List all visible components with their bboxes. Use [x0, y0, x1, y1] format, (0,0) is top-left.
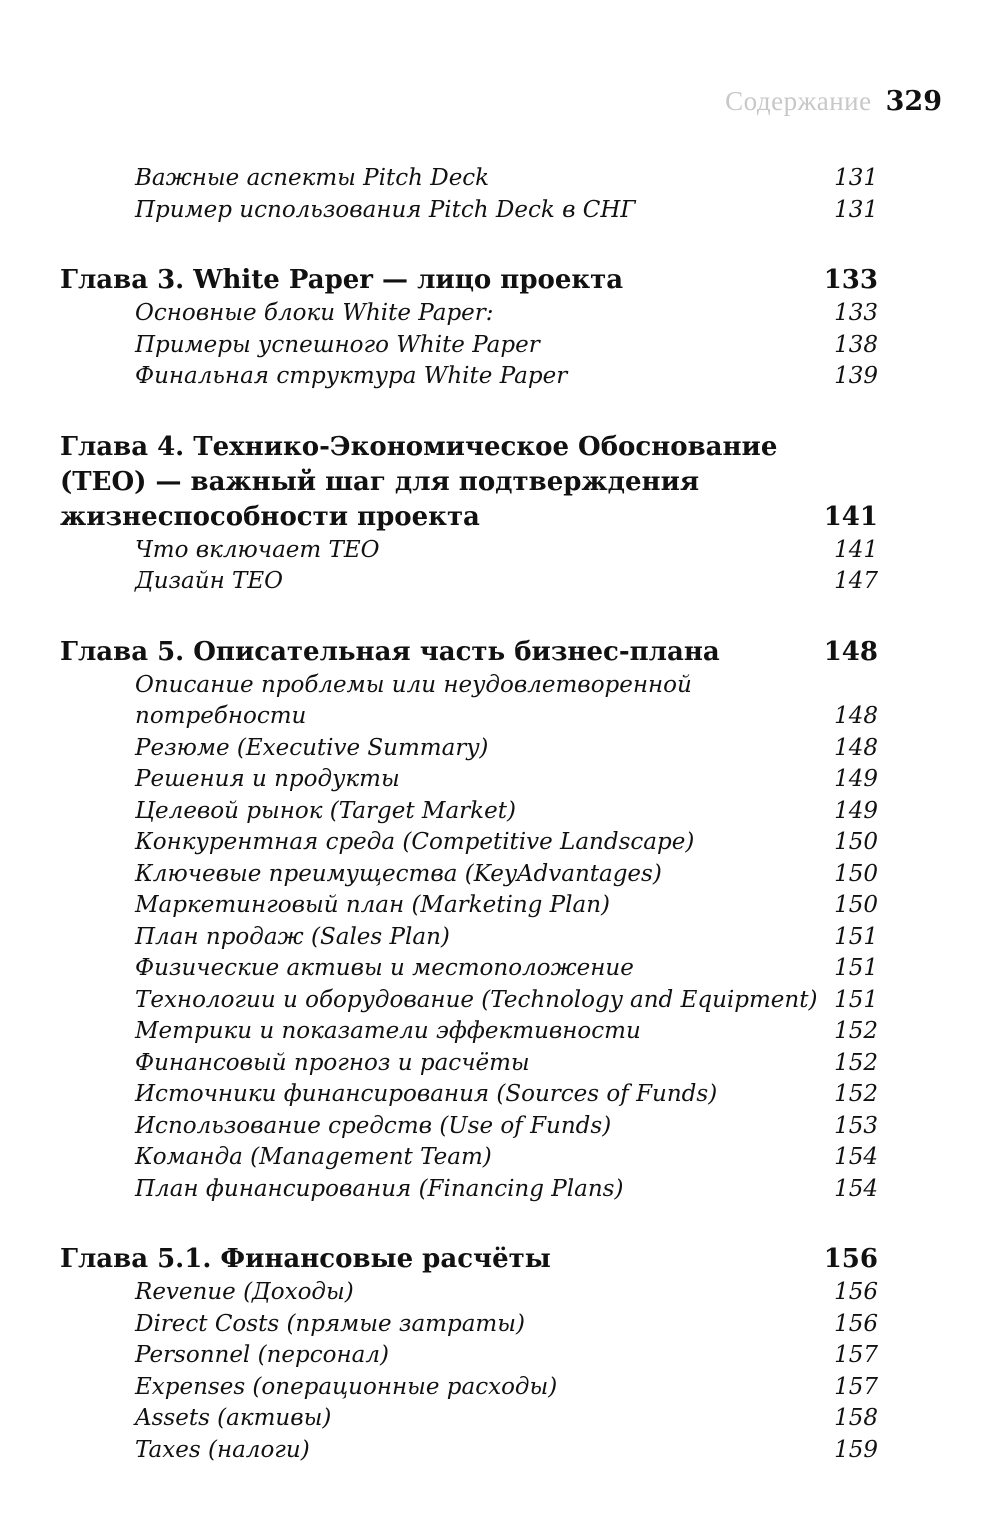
toc-item [60, 535, 878, 567]
toc-item [60, 1048, 878, 1080]
toc-item-line: Пример использования Pitch Deck в СНГ [135, 196, 636, 223]
chapter-title-line: (ТЕО) — важный шаг для подтверждения [60, 466, 700, 497]
toc-item [60, 1340, 878, 1372]
toc-item-page: 152 [834, 1018, 878, 1044]
toc-item-line: Примеры успешного White Paper [135, 331, 540, 358]
toc-item [60, 859, 878, 891]
toc-item-page: 152 [834, 1049, 878, 1076]
toc-item [60, 764, 878, 796]
toc-item-page: 139 [834, 363, 878, 389]
toc-item-page: 148 [834, 703, 878, 729]
toc-item-line: Метрики и показатели эффективности [135, 1018, 641, 1044]
toc-item [60, 922, 878, 954]
toc-item-title [135, 890, 610, 922]
toc-item [60, 1174, 878, 1206]
toc-item [60, 361, 878, 393]
toc-item-line: Дизайн ТЕО [135, 568, 284, 594]
toc-item [60, 985, 878, 1017]
toc-item-page: 154 [834, 1144, 878, 1170]
toc-item-title [135, 195, 636, 227]
toc-item-title [135, 163, 489, 195]
toc-item-page: 158 [834, 1405, 878, 1431]
toc-item-title [135, 953, 634, 985]
toc-section [60, 635, 878, 1206]
toc-item-page: 154 [834, 1175, 878, 1202]
toc-item-title [135, 859, 662, 891]
chapter-title [60, 263, 623, 298]
toc-item [60, 733, 878, 765]
toc-item-title [135, 1142, 492, 1174]
toc-item-title [135, 1309, 525, 1341]
toc-item-title [135, 733, 488, 765]
toc-item [60, 1372, 878, 1404]
toc-item-title [135, 827, 694, 859]
toc-item [60, 827, 878, 859]
toc-item-line: Важные аспекты Pitch Deck [135, 165, 490, 191]
toc-item [60, 1435, 878, 1467]
toc-section [60, 430, 878, 598]
toc-item-page: 147 [834, 568, 878, 594]
toc-item-line: Физические активы и местоположение [135, 955, 634, 981]
toc-item-line: Taxes (налоги) [135, 1436, 310, 1463]
toc-item [60, 195, 878, 227]
toc-item-line: Резюме (Executive Summary) [135, 734, 489, 761]
toc-item-page: 131 [834, 196, 878, 223]
toc-item [60, 1142, 878, 1174]
toc-item-line: Использование средств (Use of Funds) [135, 1112, 612, 1139]
toc-item-title [135, 1403, 331, 1435]
chapter-page: 148 [823, 636, 878, 667]
toc-item-title [135, 1079, 717, 1111]
toc-item-page: 148 [834, 734, 878, 761]
toc-item [60, 1277, 878, 1309]
toc-section [60, 263, 878, 393]
toc-item-line: Основные блоки White Paper: [135, 300, 494, 326]
running-header [725, 86, 942, 117]
toc-item [60, 163, 878, 195]
toc-item-line: План продаж (Sales Plan) [135, 923, 450, 950]
toc-item-title [135, 670, 692, 733]
toc-item-page: 157 [834, 1342, 878, 1368]
toc-section [60, 1242, 878, 1466]
toc-item-line: Конкурентная среда (Competitive Landscape) [135, 829, 695, 855]
chapter-entry [60, 635, 878, 670]
toc-item-title [135, 1048, 530, 1080]
toc-item-title [135, 985, 817, 1017]
chapter-entry [60, 263, 878, 298]
toc-section [60, 163, 878, 226]
toc-item [60, 1016, 878, 1048]
toc-item [60, 1111, 878, 1143]
toc-item-title [135, 566, 283, 598]
toc-item [60, 670, 878, 733]
toc-item-title [135, 1372, 557, 1404]
toc-item-line: Что включает ТЕО [135, 536, 380, 563]
running-header-title: Содержание [725, 86, 872, 116]
toc-item [60, 566, 878, 598]
toc-item-page: 151 [834, 923, 878, 950]
toc-item-page: 150 [834, 892, 878, 918]
toc-item-line: Expenses (операционные расходы) [135, 1373, 558, 1400]
toc-item-page: 150 [834, 860, 878, 887]
toc-item-page: 159 [834, 1436, 878, 1463]
toc-item-page: 149 [834, 797, 878, 824]
toc-item-line: Маркетинговый план (Marketing Plan) [135, 892, 611, 918]
toc-item [60, 1403, 878, 1435]
toc-item-line: потребности [135, 703, 307, 729]
table-of-contents [60, 163, 878, 1503]
toc-item-title [135, 330, 540, 362]
chapter-page: 156 [823, 1244, 878, 1274]
toc-item-line: Revenue (Доходы) [135, 1279, 354, 1305]
chapter-title-line: Глава 4. Технико-Экономическое Обоснование [60, 431, 778, 462]
chapter-page: 133 [823, 265, 878, 295]
toc-item-page: 153 [834, 1112, 878, 1139]
toc-item-title [135, 1174, 623, 1206]
toc-item-page: 151 [834, 955, 878, 981]
chapter-title [60, 1242, 551, 1277]
toc-item-page: 157 [834, 1373, 878, 1400]
toc-item-title [135, 1277, 354, 1309]
toc-item-title [135, 1435, 310, 1467]
toc-item-page: 156 [834, 1310, 878, 1337]
toc-item-page: 149 [834, 766, 878, 792]
chapter-title-line: Глава 3. White Paper — лицо проекта [60, 265, 624, 295]
toc-item-line: Описание проблемы или неудовлетворенной [135, 671, 692, 698]
toc-item-line: Целевой рынок (Target Market) [135, 797, 516, 824]
toc-item [60, 330, 878, 362]
chapter-title [60, 430, 777, 535]
toc-item-page: 151 [834, 986, 878, 1013]
toc-item [60, 953, 878, 985]
toc-item-line: Ключевые преимущества (KeyAdvantages) [135, 860, 662, 887]
toc-item-line: Источники финансирования (Sources of Funds) [135, 1081, 718, 1107]
toc-item-line: Технологии и оборудование (Technology and Equipment) [135, 986, 818, 1013]
toc-item-line: Финальная структура White Paper [135, 363, 568, 389]
toc-item-page: 152 [834, 1081, 878, 1107]
toc-item-page: 150 [834, 829, 878, 855]
toc-item-line: Команда (Management Team) [135, 1144, 492, 1170]
page-number: 329 [885, 86, 942, 117]
toc-item-line: Personnel (персонал) [135, 1342, 389, 1368]
chapter-title-line: Глава 5.1. Финансовые расчёты [60, 1244, 551, 1274]
toc-item-title [135, 535, 380, 567]
toc-item-title [135, 1340, 389, 1372]
toc-item [60, 1309, 878, 1341]
toc-item [60, 890, 878, 922]
toc-item-page: 156 [834, 1279, 878, 1305]
toc-item-title [135, 298, 494, 330]
chapter-page: 141 [823, 501, 878, 532]
toc-item-title [135, 922, 450, 954]
chapter-title-line: Глава 5. Описательная часть бизнес-плана [60, 636, 720, 667]
toc-item-page: 133 [834, 300, 878, 326]
toc-item-line: Direct Costs (прямые затраты) [135, 1310, 525, 1337]
chapter-title [60, 635, 720, 670]
toc-item-title [135, 796, 516, 828]
toc-item-line: Решения и продукты [135, 766, 400, 792]
toc-item-line: Финансовый прогноз и расчёты [135, 1049, 530, 1076]
toc-item [60, 796, 878, 828]
chapter-title-line: жизнеспособности проекта [60, 501, 480, 532]
toc-item [60, 1079, 878, 1111]
toc-item-title [135, 1016, 641, 1048]
toc-item-page: 138 [834, 331, 878, 358]
toc-item-page: 131 [834, 165, 878, 191]
toc-item-title [135, 361, 567, 393]
chapter-entry [60, 430, 878, 535]
toc-item-title [135, 764, 400, 796]
chapter-entry [60, 1242, 878, 1277]
toc-item [60, 298, 878, 330]
toc-item-title [135, 1111, 611, 1143]
toc-item-page: 141 [834, 536, 878, 563]
toc-item-line: Assets (активы) [135, 1405, 332, 1431]
toc-item-line: План финансирования (Financing Plans) [135, 1175, 624, 1202]
